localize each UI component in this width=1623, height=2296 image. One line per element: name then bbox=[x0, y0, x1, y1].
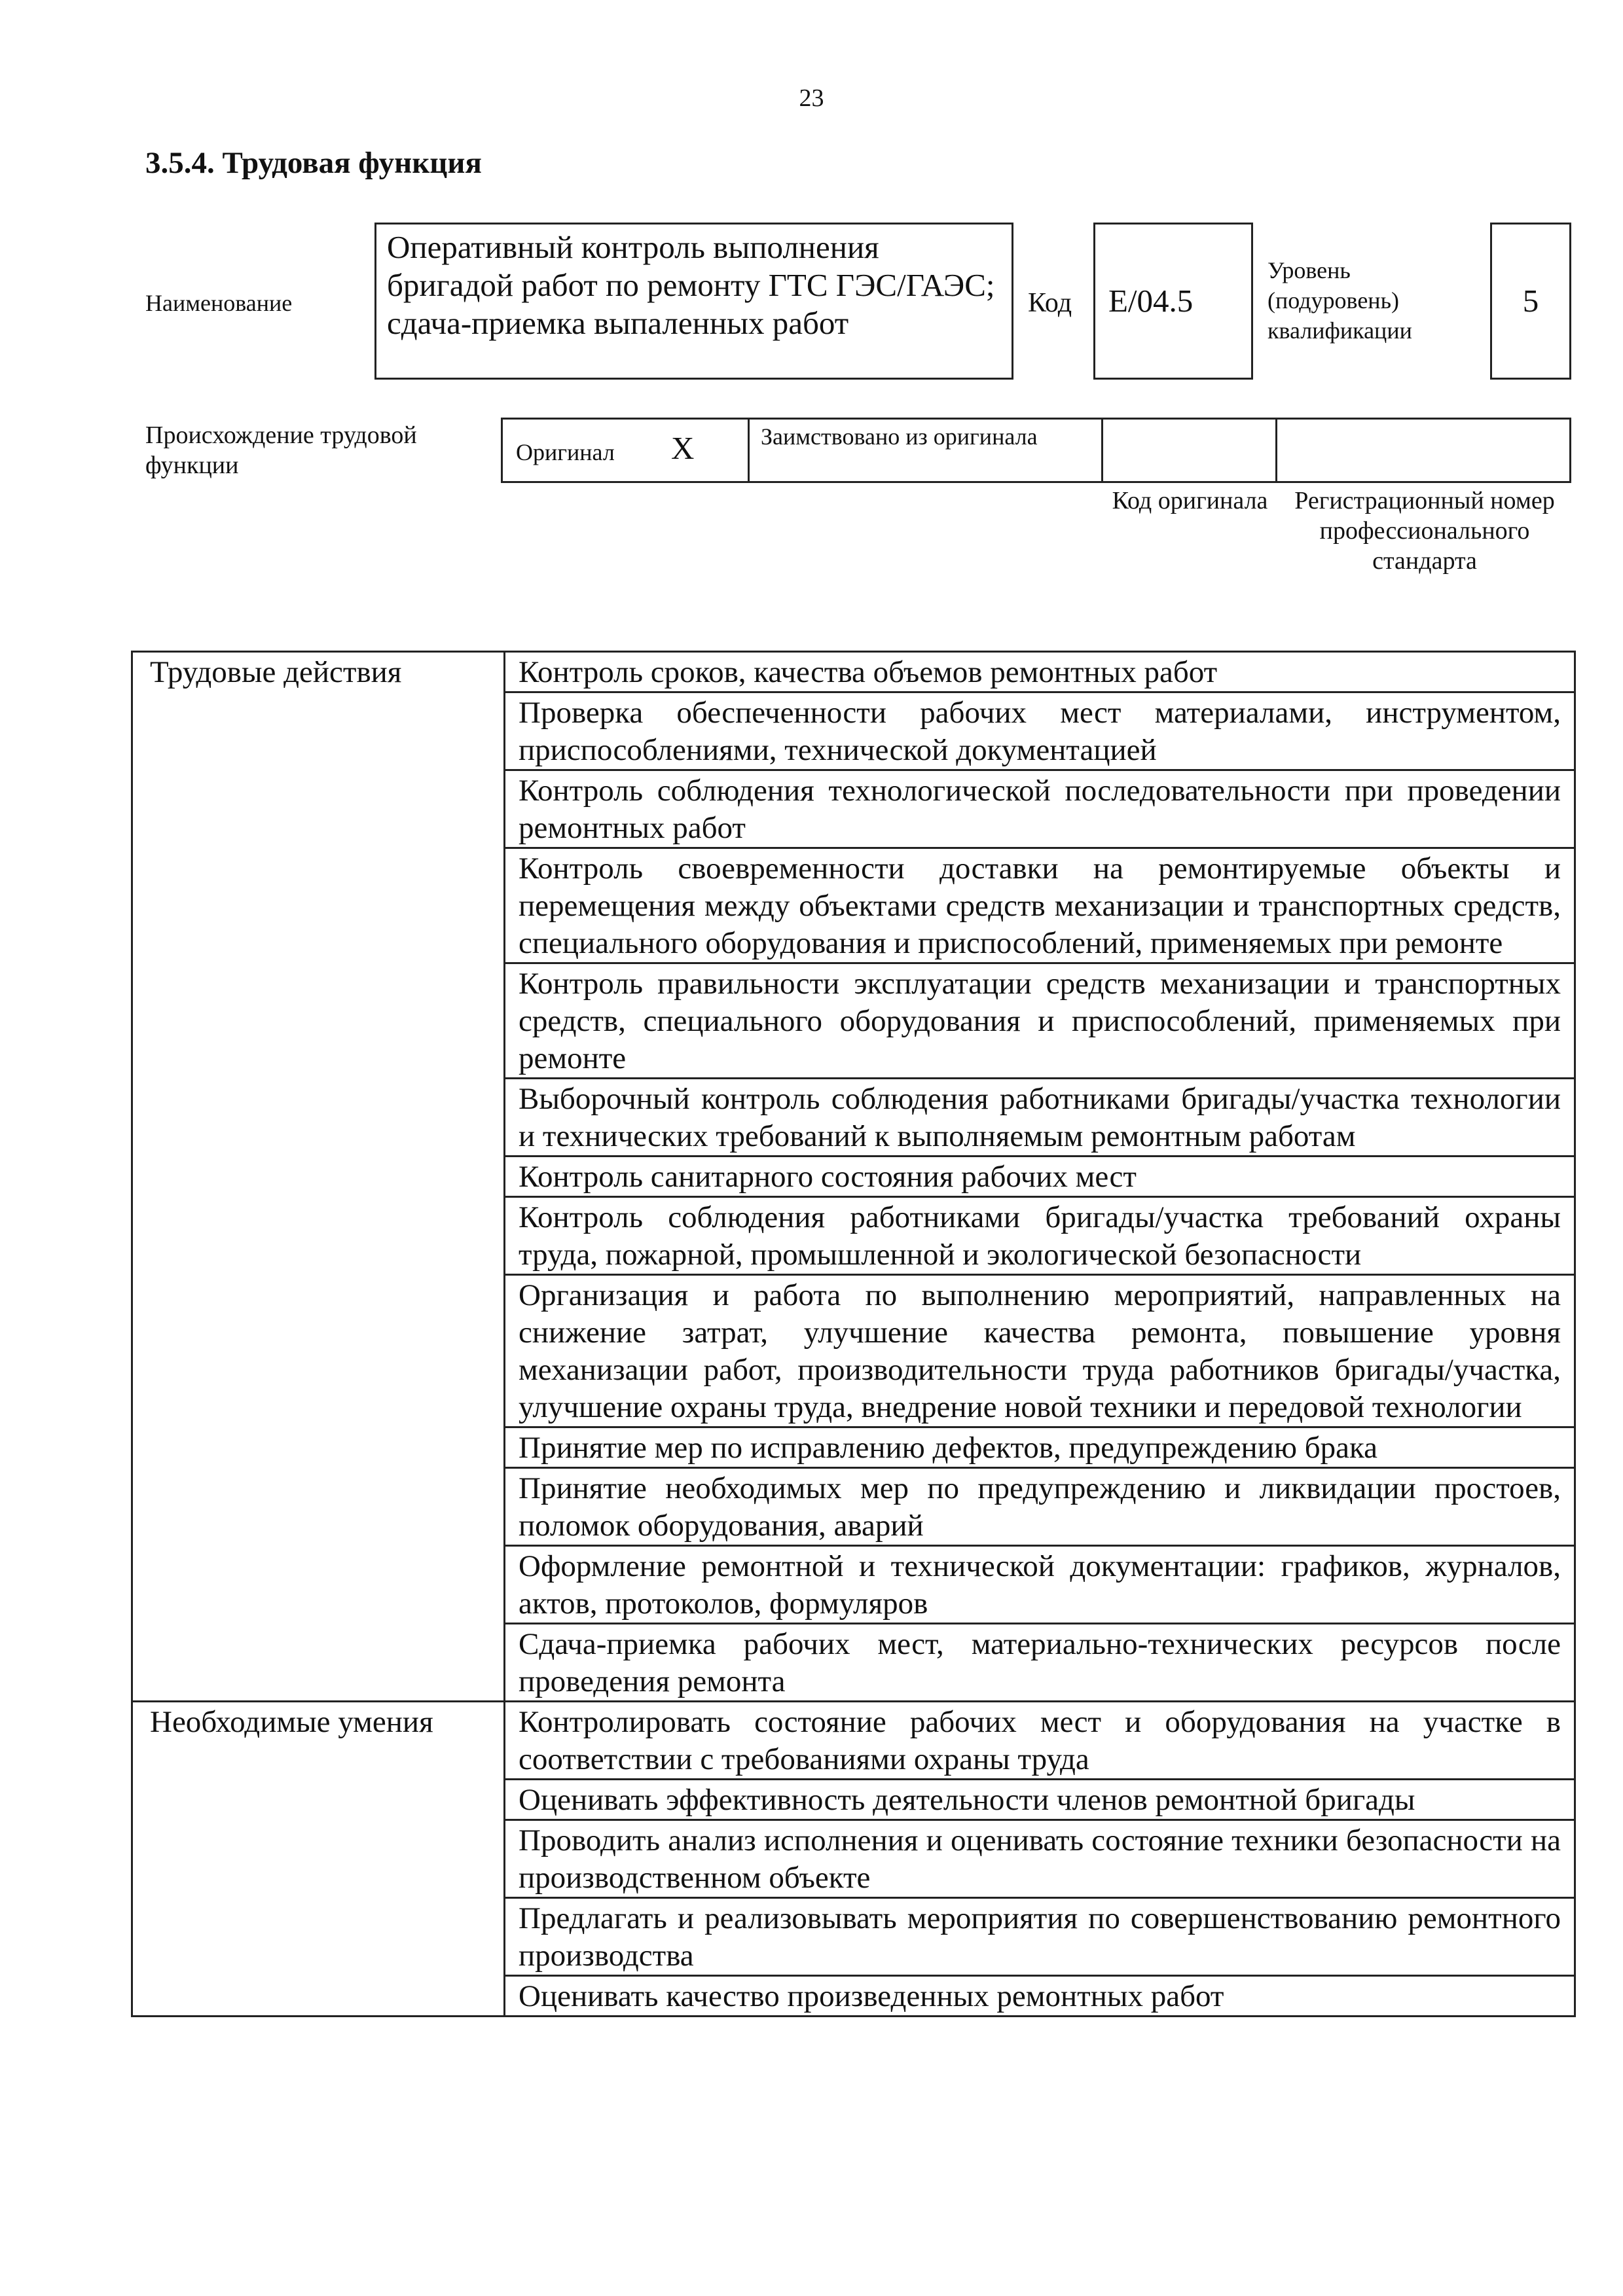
table-row bbox=[132, 652, 1575, 692]
labor-action-item: Контроль санитарного состояния рабочих мест bbox=[505, 1157, 1575, 1197]
code-original-caption: Код оригинала bbox=[1112, 487, 1268, 514]
code-value: E/04.5 bbox=[1108, 283, 1194, 319]
origin-divider bbox=[1101, 418, 1103, 483]
skill-item: Проводить анализ исполнения и оценивать состояние техники безопасности на производственном объекте bbox=[505, 1820, 1575, 1898]
labor-action-item: Контроль соблюдения технологической последовательности при проведении ремонтных работ bbox=[505, 770, 1575, 848]
borrowed-label: Заимствовано из оригинала bbox=[761, 423, 1038, 450]
functions-table bbox=[131, 651, 1576, 2017]
skill-item: Оценивать качество произведенных ремонтных работ bbox=[505, 1976, 1575, 2017]
level-value-box bbox=[1490, 223, 1571, 380]
labor-action-item: Контроль соблюдения работниками бригады/участка требований охраны труда, пожарной, промышленной и экологической безопасности bbox=[505, 1197, 1575, 1275]
table-row bbox=[132, 1702, 1575, 1780]
labor-action-item: Принятие мер по исправлению дефектов, предупреждению брака bbox=[505, 1427, 1575, 1468]
labor-action-item: Сдача-приемка рабочих мест, материально-технических ресурсов после проведения ремонта bbox=[505, 1624, 1575, 1702]
level-value: 5 bbox=[1522, 283, 1539, 319]
labor-action-item: Выборочный контроль соблюдения работниками бригады/участка технологии и технических требований к выполняемым ремонтным работам bbox=[505, 1079, 1575, 1157]
origin-divider bbox=[748, 418, 750, 483]
name-value: Оперативный контроль выполнения бригадой работ по ремонту ГТС ГЭС/ГАЭС; сдача-приемка выпаленных работ bbox=[387, 229, 995, 341]
labor-action-item: Принятие необходимых мер по предупреждению и ликвидации простоев, поломок оборудования, аварий bbox=[505, 1468, 1575, 1546]
origin-divider bbox=[1275, 418, 1277, 483]
level-label: Уровень (подуровень) квалификации bbox=[1267, 257, 1412, 344]
origin-label: Происхождение трудовой функции bbox=[145, 422, 417, 479]
page-number: 23 bbox=[799, 84, 824, 112]
code-label: Код bbox=[1028, 288, 1072, 318]
name-value-box bbox=[374, 223, 1013, 380]
labor-action-item: Оформление ремонтной и технической документации: графиков, журналов, актов, протоколов, формуляров bbox=[505, 1546, 1575, 1624]
skills-label: Необходимые умения bbox=[132, 1702, 505, 2017]
name-label: Наименование bbox=[145, 290, 293, 316]
skill-item: Контролировать состояние рабочих мест и оборудования на участке в соответствии с требованиями охраны труда bbox=[505, 1702, 1575, 1780]
labor-action-item: Организация и работа по выполнению мероприятий, направленных на снижение затрат, улучшение качества ремонта, повышение уровня механизации работ, производительности труда работников бригады/участка, улучшение охраны труда, внедрение новой техники и передовой технологии bbox=[505, 1275, 1575, 1427]
code-value-box bbox=[1093, 223, 1253, 380]
original-mark: X bbox=[671, 430, 695, 466]
labor-action-item: Проверка обеспеченности рабочих мест материалами, инструментом, приспособлениями, технической документацией bbox=[505, 692, 1575, 770]
labor-action-item: Контроль сроков, качества объемов ремонтных работ bbox=[505, 652, 1575, 692]
labor-action-item: Контроль своевременности доставки на ремонтируемые объекты и перемещения между объектами средств механизации и транспортных средств, специального оборудования и приспособлений, применяемых при ремонте bbox=[505, 848, 1575, 963]
labor-actions-label: Трудовые действия bbox=[132, 652, 505, 1702]
reg-number-caption: Регистрационный номер профессионального стандарта bbox=[1294, 487, 1555, 575]
skill-item: Предлагать и реализовывать мероприятия по совершенствованию ремонтного производства bbox=[505, 1898, 1575, 1976]
section-heading: 3.5.4. Трудовая функция bbox=[145, 146, 482, 180]
skill-item: Оценивать эффективность деятельности членов ремонтной бригады bbox=[505, 1780, 1575, 1820]
original-label: Оригинал bbox=[516, 439, 615, 465]
labor-action-item: Контроль правильности эксплуатации средств механизации и транспортных средств, специального оборудования и приспособлений, применяемых при ремонте bbox=[505, 963, 1575, 1079]
